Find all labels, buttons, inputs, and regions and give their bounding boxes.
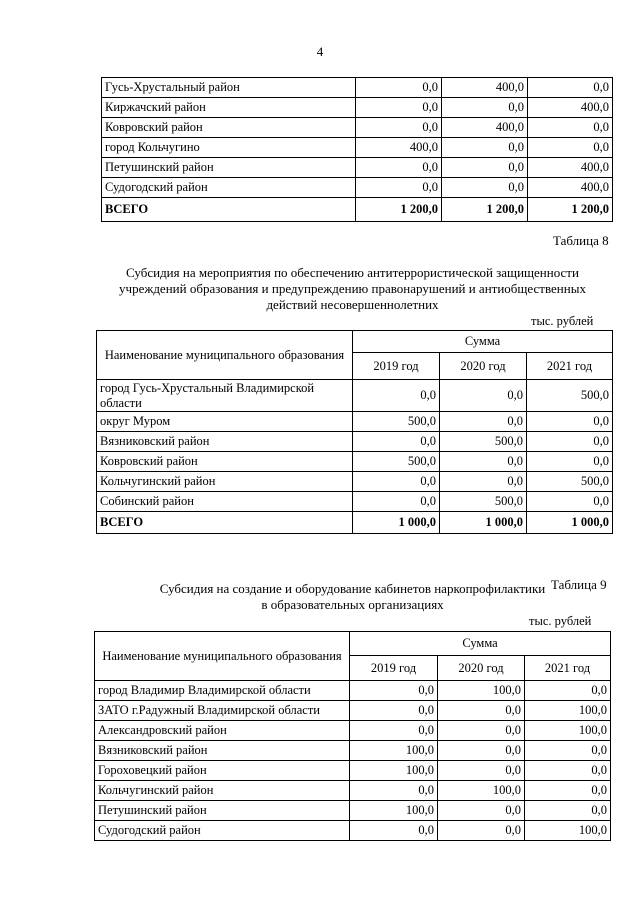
table9-label: Таблица 9 — [551, 577, 607, 592]
cont-cell-2021: 0,0 — [528, 138, 613, 158]
t9-cell-2019: 100,0 — [350, 761, 438, 781]
t9-cell-2020: 100,0 — [438, 681, 525, 701]
cont-cell-2021: 400,0 — [528, 178, 613, 198]
t9-cell-2019: 0,0 — [350, 721, 438, 741]
t9-cell-name: Петушинский район — [95, 801, 350, 821]
t9-cell-2021: 0,0 — [525, 681, 611, 701]
cont-cell-2021: 0,0 — [528, 118, 613, 138]
table9-title — [95, 581, 610, 613]
t9-cell-2021: 100,0 — [525, 821, 611, 841]
t8-cell-2021: 0,0 — [527, 492, 613, 512]
table8-label: Таблица 8 — [553, 233, 609, 248]
t8-row — [97, 412, 613, 432]
cont-row — [102, 118, 613, 138]
cont-row — [102, 98, 613, 118]
cont-row — [102, 78, 613, 98]
t9-cell-2021: 0,0 — [525, 781, 611, 801]
t8-cell-name: Кольчугинский район — [97, 472, 353, 492]
cont-cell-2019: 0,0 — [356, 78, 442, 98]
t9-cell-name: Судогодский район — [95, 821, 350, 841]
cont-cell-name: Петушинский район — [102, 158, 356, 178]
t9-row — [95, 801, 611, 821]
table8 — [96, 330, 613, 534]
cont-cell-name: город Кольчугино — [102, 138, 356, 158]
cont-row — [102, 178, 613, 198]
t8-cell-2019: 0,0 — [353, 432, 440, 452]
t8-total-v2019: 1 000,0 — [353, 512, 440, 534]
cont-cell-2019: 0,0 — [356, 158, 442, 178]
cont-cell-name: Ковровский район — [102, 118, 356, 138]
cont-cell-2020: 0,0 — [442, 178, 528, 198]
cont-cell-2020: 0,0 — [442, 138, 528, 158]
t8-cell-2019: 500,0 — [353, 412, 440, 432]
t8-total-name: ВСЕГО — [97, 512, 353, 534]
cont-row — [102, 138, 613, 158]
t9-row — [95, 741, 611, 761]
t8-total-v2021: 1 000,0 — [527, 512, 613, 534]
t9-row — [95, 681, 611, 701]
table9-header-sum: Сумма — [350, 632, 611, 656]
t8-cell-2021: 500,0 — [527, 472, 613, 492]
table8-year-header: 2021 год — [527, 353, 613, 380]
t9-cell-2021: 0,0 — [525, 801, 611, 821]
table9-year-header: 2021 год — [525, 656, 611, 681]
t8-row — [97, 432, 613, 452]
t8-cell-2019: 0,0 — [353, 492, 440, 512]
t9-cell-2021: 100,0 — [525, 701, 611, 721]
cont-cell-name: Гусь-Хрустальный район — [102, 78, 356, 98]
table8-title-line: Субсидия на мероприятия по обеспечению антитеррористической защищенности — [126, 265, 579, 280]
t8-row — [97, 380, 613, 412]
cont-total-v2021: 1 200,0 — [528, 198, 613, 222]
table9-unit: тыс. рублей — [529, 614, 592, 628]
table8-title-line: действий несовершеннолетних — [266, 297, 439, 312]
table8-header-sum: Сумма — [353, 331, 613, 353]
t9-cell-name: Кольчугинский район — [95, 781, 350, 801]
cont-cell-2021: 400,0 — [528, 158, 613, 178]
cont-cell-2021: 400,0 — [528, 98, 613, 118]
cont-total-v2020: 1 200,0 — [442, 198, 528, 222]
t8-row — [97, 452, 613, 472]
table8-unit: тыс. рублей — [531, 314, 594, 328]
table9 — [94, 631, 611, 841]
t8-cell-2021: 0,0 — [527, 412, 613, 432]
t9-cell-name: ЗАТО г.Радужный Владимирской области — [95, 701, 350, 721]
t9-row — [95, 701, 611, 721]
t8-cell-2021: 0,0 — [527, 452, 613, 472]
t9-row — [95, 721, 611, 741]
t9-cell-2021: 0,0 — [525, 761, 611, 781]
table9-title-line: в образовательных организациях — [261, 597, 444, 612]
cont-total-name: ВСЕГО — [102, 198, 356, 222]
t8-cell-2019: 0,0 — [353, 472, 440, 492]
t9-cell-2020: 0,0 — [438, 721, 525, 741]
t8-cell-2021: 500,0 — [527, 380, 613, 412]
cont-cell-2020: 0,0 — [442, 158, 528, 178]
t9-cell-name: Александровский район — [95, 721, 350, 741]
cont-cell-name: Судогодский район — [102, 178, 356, 198]
t9-cell-2020: 0,0 — [438, 761, 525, 781]
t9-cell-name: город Владимир Владимирской области — [95, 681, 350, 701]
cont-cell-2019: 0,0 — [356, 178, 442, 198]
t8-total-row — [97, 512, 613, 534]
table8-header-name: Наименование муниципального образования — [97, 331, 353, 380]
t8-row — [97, 492, 613, 512]
t8-cell-2020: 0,0 — [440, 380, 527, 412]
t9-cell-2020: 0,0 — [438, 801, 525, 821]
table9-header-name: Наименование муниципального образования — [95, 632, 350, 681]
table9-year-header: 2020 год — [438, 656, 525, 681]
t9-cell-2019: 0,0 — [350, 821, 438, 841]
cont-cell-name: Киржачский район — [102, 98, 356, 118]
t9-cell-2020: 0,0 — [438, 701, 525, 721]
t8-cell-name: Ковровский район — [97, 452, 353, 472]
cont-cell-2020: 400,0 — [442, 118, 528, 138]
table8-title — [95, 265, 610, 313]
cont-cell-2019: 400,0 — [356, 138, 442, 158]
table9-title-line: Субсидия на создание и оборудование кабинетов наркопрофилактики — [159, 581, 546, 596]
t9-cell-2019: 0,0 — [350, 681, 438, 701]
t9-cell-2021: 100,0 — [525, 721, 611, 741]
table8-year-header: 2020 год — [440, 353, 527, 380]
continued-table — [101, 77, 613, 222]
t8-cell-name: Собинский район — [97, 492, 353, 512]
table8-title-line: учреждений образования и предупреждению правонарушений и антиобщественных — [119, 281, 586, 296]
t9-cell-name: Вязниковский район — [95, 741, 350, 761]
t8-cell-name: округ Муром — [97, 412, 353, 432]
t8-cell-2019: 500,0 — [353, 452, 440, 472]
t9-row — [95, 761, 611, 781]
cont-cell-2019: 0,0 — [356, 98, 442, 118]
page-number: 4 — [316, 44, 324, 59]
cont-total-row — [102, 198, 613, 222]
cont-cell-2020: 0,0 — [442, 98, 528, 118]
t8-total-v2020: 1 000,0 — [440, 512, 527, 534]
t9-cell-2019: 0,0 — [350, 701, 438, 721]
cont-cell-2020: 400,0 — [442, 78, 528, 98]
t8-cell-2019: 0,0 — [353, 380, 440, 412]
t9-cell-name: Гороховецкий район — [95, 761, 350, 781]
table9-year-header: 2019 год — [350, 656, 438, 681]
table8-year-header: 2019 год — [353, 353, 440, 380]
t9-row — [95, 781, 611, 801]
t8-cell-2020: 500,0 — [440, 432, 527, 452]
cont-row — [102, 158, 613, 178]
t8-cell-2020: 0,0 — [440, 452, 527, 472]
t9-cell-2019: 100,0 — [350, 801, 438, 821]
t8-cell-2020: 0,0 — [440, 412, 527, 432]
t9-cell-2019: 100,0 — [350, 741, 438, 761]
t9-row — [95, 821, 611, 841]
t8-cell-name: Вязниковский район — [97, 432, 353, 452]
cont-total-v2019: 1 200,0 — [356, 198, 442, 222]
t9-cell-2021: 0,0 — [525, 741, 611, 761]
t8-cell-2020: 500,0 — [440, 492, 527, 512]
t8-cell-2021: 0,0 — [527, 432, 613, 452]
t8-cell-2020: 0,0 — [440, 472, 527, 492]
t8-cell-name: город Гусь-Хрустальный Владимирской области — [97, 380, 353, 412]
t9-cell-2020: 100,0 — [438, 781, 525, 801]
t9-cell-2020: 0,0 — [438, 741, 525, 761]
t9-cell-2019: 0,0 — [350, 781, 438, 801]
t9-cell-2020: 0,0 — [438, 821, 525, 841]
t8-row — [97, 472, 613, 492]
cont-cell-2021: 0,0 — [528, 78, 613, 98]
cont-cell-2019: 0,0 — [356, 118, 442, 138]
